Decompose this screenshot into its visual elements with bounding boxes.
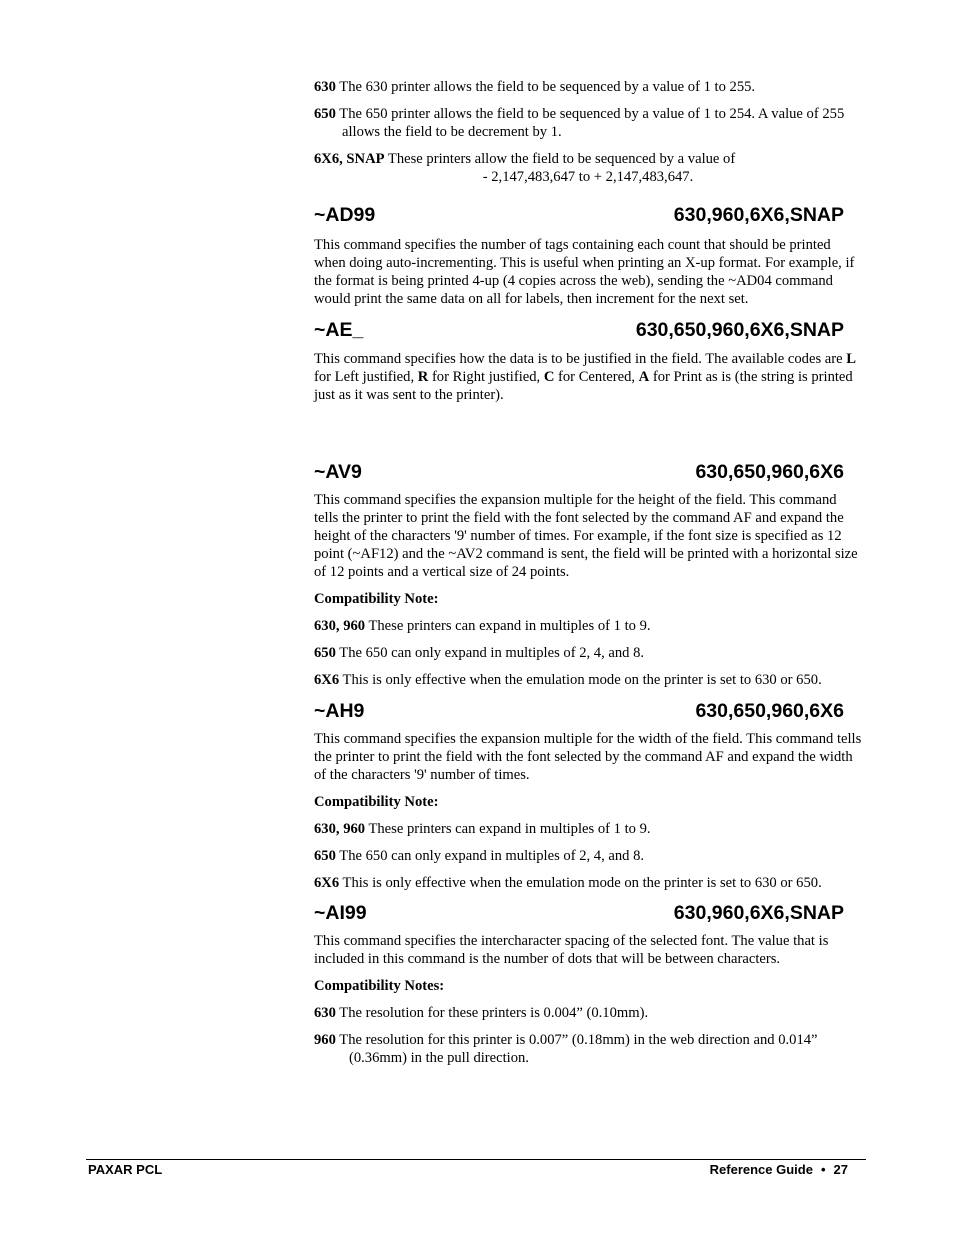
printer-label: 650 xyxy=(314,645,336,661)
compat-heading-text: Compatibility Notes: xyxy=(314,978,445,994)
note-text: This is only effective when the emulation mode on the printer is set to 630 or 650. xyxy=(339,875,822,891)
printer-list: 630,650,960,6X6,SNAP xyxy=(635,319,844,341)
footer-title: PAXAR PCL xyxy=(88,1162,163,1177)
printer-label: 630, 960 xyxy=(314,821,366,837)
printer-list: 630,960,6X6,SNAP xyxy=(673,902,844,924)
code-letter: L xyxy=(846,351,856,367)
note-text: This is only effective when the emulation mode on the printer is set to 630 or 650. xyxy=(339,672,822,688)
printer-list: 630,650,960,6X6 xyxy=(695,700,844,722)
note-text: The resolution for this printer is 0.007” (0.18mm) in the web direction and 0.014” (0.36mm) in the pull direction. xyxy=(335,1032,818,1066)
intro-text: The 650 printer allows the field to be sequenced by a value of 1 to 254. A value of 255 allows the field to be decrement by 1. xyxy=(335,106,845,140)
intro-6x6-range: - 2,147,483,647 to + 2,147,483,647. xyxy=(482,169,694,185)
body-text: for Centered, xyxy=(554,369,639,385)
page-number: 27 xyxy=(833,1162,848,1177)
compat-heading-text: Compatibility Note: xyxy=(314,591,439,607)
section-heading-ae xyxy=(314,318,862,342)
compat-note xyxy=(314,820,862,838)
note-text: The 650 can only expand in multiples of 2, 4, and 8. xyxy=(335,848,645,864)
body-text: for Print as is (the string is printed just as it was sent to the printer). xyxy=(314,369,853,403)
compat-note xyxy=(314,1031,862,1067)
section-body-ad99: This command specifies the number of tags containing each count that should be printed when doing auto-incrementing. This is useful when printing an X-up format. For example, if the format is being printed 4-up (4 copies across the web), sending the ~AD04 command would print the same data on all for labels, then increment for the next set. xyxy=(314,237,855,307)
body-text: for Left justified, xyxy=(314,369,418,385)
section-body-av9: This command specifies the expansion multiple for the height of the field. This command tells the printer to print the field with the font selected by the command AF and expand the height of the characters '9' number of times. For example, if the font size is specified as 12 point (~AF12) and the ~AV2 command is sent, the field will be printed with a horizontal size of 12 points and a vertical size of 24 points. xyxy=(314,492,858,580)
page-footer xyxy=(88,1162,848,1177)
printer-label: 6X6, SNAP xyxy=(314,151,385,167)
note-text: These printers can expand in multiples of 1 to 9. xyxy=(365,618,651,634)
printer-label: 630, 960 xyxy=(314,618,366,634)
printer-label: 630 xyxy=(314,79,336,95)
body-text: for Right justified, xyxy=(428,369,544,385)
printer-label: 6X6 xyxy=(314,672,340,688)
intro-6x6 xyxy=(314,150,862,168)
compat-note xyxy=(314,644,862,662)
intro-630 xyxy=(314,78,862,96)
command-name: ~AE_ xyxy=(314,319,364,341)
compat-note xyxy=(314,1004,862,1022)
printer-label: 650 xyxy=(314,106,336,122)
command-name: ~AD99 xyxy=(314,204,376,226)
page-content xyxy=(314,78,862,1076)
command-name: ~AI99 xyxy=(314,902,367,924)
code-letter: R xyxy=(417,369,429,385)
compat-note xyxy=(314,671,862,689)
printer-list: 630,960,6X6,SNAP xyxy=(673,204,844,226)
footer-guide-label: Reference Guide xyxy=(709,1162,813,1177)
footer-divider xyxy=(86,1159,866,1160)
section-body-ah9: This command specifies the expansion multiple for the width of the field. This command tells the printer to print the field with the font selected by the command AF and expand the width of the characters '9' number of times. xyxy=(314,731,862,783)
code-letter: C xyxy=(543,369,555,385)
printer-label: 650 xyxy=(314,848,336,864)
compat-note xyxy=(314,617,862,635)
compat-note xyxy=(314,847,862,865)
compat-heading xyxy=(314,590,862,608)
section-heading-ad99 xyxy=(314,203,862,227)
note-text: These printers can expand in multiples of 1 to 9. xyxy=(365,821,651,837)
note-text: The 650 can only expand in multiples of 2, 4, and 8. xyxy=(335,645,645,661)
footer-page-info xyxy=(710,1162,848,1177)
bullet-icon: • xyxy=(820,1162,826,1177)
intro-text: These printers allow the field to be sequenced by a value of xyxy=(384,151,736,167)
section-heading-av9 xyxy=(314,460,862,484)
intro-text: The 630 printer allows the field to be sequenced by a value of 1 to 255. xyxy=(335,79,756,95)
section-heading-ai99 xyxy=(314,901,862,925)
note-text: The resolution for these printers is 0.004” (0.10mm). xyxy=(335,1005,649,1021)
intro-650 xyxy=(314,105,862,141)
compat-heading xyxy=(314,793,862,811)
compat-note xyxy=(314,874,862,892)
compat-heading-text: Compatibility Note: xyxy=(314,794,439,810)
command-name: ~AV9 xyxy=(314,461,362,483)
section-body-ae xyxy=(314,350,862,404)
code-letter: A xyxy=(638,369,650,385)
section-heading-ah9 xyxy=(314,699,862,723)
body-text: This command specifies how the data is to be justified in the field. The available codes are xyxy=(314,351,847,367)
section-body-ai99: This command specifies the intercharacter spacing of the selected font. The value that is included in this command is the number of dots that will be between characters. xyxy=(314,933,829,967)
printer-label: 960 xyxy=(314,1032,336,1048)
printer-list: 630,650,960,6X6 xyxy=(695,461,844,483)
compat-heading xyxy=(314,977,862,995)
printer-label: 630 xyxy=(314,1005,336,1021)
printer-label: 6X6 xyxy=(314,875,340,891)
command-name: ~AH9 xyxy=(314,700,365,722)
